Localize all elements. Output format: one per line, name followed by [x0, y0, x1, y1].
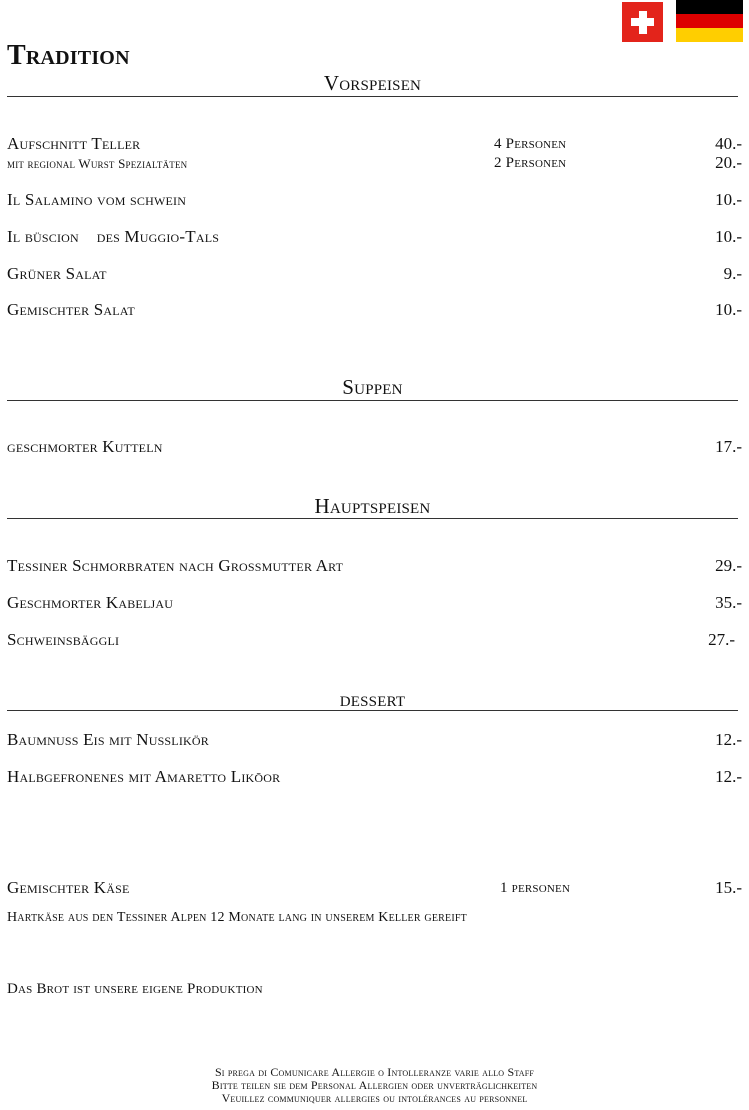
item-portion: 2 Personen [494, 155, 567, 171]
item-price: 10.- [715, 190, 742, 209]
item-name: Il Salamino vom schwein [7, 190, 187, 209]
bread-note: Das Brot ist unsere eigene Produktion [7, 981, 263, 997]
item-name: Gemischter Käse [7, 878, 130, 897]
item-price: 9.- [723, 264, 742, 283]
section-heading-dessert: dessert [339, 687, 406, 711]
item-price: 17.- [715, 437, 742, 456]
item-price: 10.- [715, 300, 742, 319]
item-name: Schweinsbäggli [7, 630, 120, 649]
item-price: 40.- [715, 134, 742, 153]
item-name: Baumnuss Eis mit Nusslikör [7, 730, 209, 749]
page-title: Tradition [7, 40, 130, 71]
allergy-note-italian: Si prega di Comunicare Allergie o Intolleranze varie allo Staff [214, 1065, 535, 1079]
item-price: 15.- [715, 878, 742, 897]
item-portion: 4 Personen [494, 136, 567, 152]
section-heading-vorspeisen: Vorspeisen [323, 71, 422, 95]
item-price: 12.- [715, 767, 742, 786]
item-price: 20.- [715, 153, 742, 172]
item-name: Geschmorter Kabeljau [7, 593, 174, 612]
item-name: Halbgefronenes mit Amaretto Likōor [7, 767, 281, 786]
item-price: 12.- [715, 730, 742, 749]
german-flag-gold-stripe [676, 28, 743, 42]
item-price: 29.- [715, 556, 742, 575]
section-heading-suppen: Suppen [342, 375, 403, 399]
item-description: Hartkäse aus den Tessiner Alpen 12 Monate lang in unserem Keller gereift [7, 910, 467, 925]
section-divider [7, 710, 738, 711]
swiss-flag-icon[interactable] [622, 2, 663, 42]
item-name: Il büscion des Muggio-Tals [7, 227, 220, 246]
section-heading-hauptspeisen: Hauptspeisen [314, 494, 431, 518]
item-name: geschmorter Kutteln [7, 437, 163, 456]
allergy-note-french: Veuillez communiquer allergies ou intolérances au personnel [221, 1091, 528, 1105]
item-price: 10.- [715, 227, 742, 246]
item-name: Gemischter Salat [7, 300, 135, 319]
item-description: mit regional Wurst Spezialtäten [7, 156, 188, 171]
item-portion: 1 personen [500, 880, 571, 896]
section-divider [7, 518, 738, 519]
section-divider [7, 400, 738, 401]
swiss-cross-vertical [639, 11, 647, 34]
allergy-note-german: Bitte teilen sie dem Personal Allergien oder unverträglichkeiten [211, 1078, 538, 1092]
item-name: Aufschnitt Teller [7, 134, 141, 153]
item-price: 27.- [708, 630, 735, 649]
german-flag-icon[interactable] [676, 0, 743, 42]
item-price: 35.- [715, 593, 742, 612]
german-flag-black-stripe [676, 0, 743, 14]
german-flag-red-stripe [676, 14, 743, 28]
section-divider [7, 96, 738, 97]
item-name: Grüner Salat [7, 264, 107, 283]
item-name: Tessiner Schmorbraten nach Grossmutter Art [7, 556, 344, 575]
